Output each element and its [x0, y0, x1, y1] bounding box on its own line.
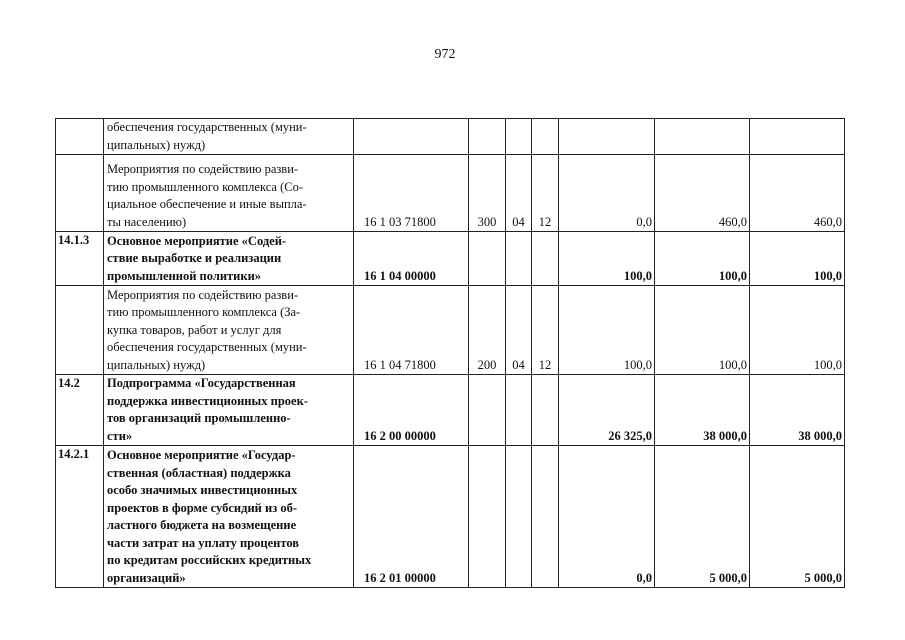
section-code-cell [506, 119, 532, 155]
item-name-line: Мероприятия по содействию разви- [107, 162, 299, 176]
item-number-cell [56, 119, 104, 155]
page-number: 972 [434, 47, 456, 62]
item-name-line: части затрат на уплату процентов [107, 535, 300, 550]
table-row [56, 375, 845, 446]
table-row [56, 446, 845, 588]
table-row [56, 155, 845, 232]
table-row [56, 119, 845, 155]
amount-year-3-cell: 38 000,0 [750, 375, 845, 446]
amount-year-2-cell: 100,0 [655, 286, 750, 375]
amount-year-2-cell: 460,0 [655, 155, 750, 232]
expense-type-cell [469, 446, 506, 588]
item-name-line: циальное обеспечение и иные выпла- [107, 197, 307, 211]
item-name-line: обеспечения государственных (муни- [107, 120, 307, 134]
amount-year-1-cell: 100,0 [559, 286, 655, 375]
amount-year-2-cell: 100,0 [655, 232, 750, 286]
target-article-code-cell: 16 2 00 00000 [354, 375, 469, 446]
subsection-code-cell [532, 375, 559, 446]
item-name-line: ствие выработке и реализации [107, 251, 282, 265]
item-name-line: Подпрограмма «Государственная [107, 376, 296, 390]
amount-year-3-cell: 460,0 [750, 155, 845, 232]
amount-year-2-cell: 38 000,0 [655, 375, 750, 446]
amount-year-1-cell: 26 325,0 [559, 375, 655, 446]
item-name-cell [104, 286, 354, 375]
target-article-code-cell: 16 1 04 00000 [354, 232, 469, 286]
section-code-cell: 04 [506, 286, 532, 375]
item-name-line: тов организаций промышленно- [107, 411, 291, 425]
subsection-code-cell: 12 [532, 155, 559, 232]
item-name-line: Основное мероприятие «Государ- [107, 448, 296, 462]
amount-year-1-cell: 0,0 [559, 446, 655, 588]
item-name-line: по кредитам российских кредитных [107, 553, 312, 567]
amount-year-3-cell [750, 119, 845, 155]
item-name-cell [104, 446, 354, 588]
target-article-code-cell [354, 119, 469, 155]
item-number-cell: 14.1.3 [56, 232, 104, 286]
item-number-cell: 14.2.1 [56, 446, 104, 588]
amount-year-3-cell: 100,0 [750, 286, 845, 375]
amount-year-2-cell: 5 000,0 [655, 446, 750, 588]
subsection-code-cell [532, 446, 559, 588]
target-article-code-cell: 16 2 01 00000 [354, 446, 469, 588]
expense-type-cell [469, 232, 506, 286]
item-name-line: ластного бюджета на возмещение [107, 518, 297, 532]
item-name-cell [104, 232, 354, 286]
subsection-code-cell [532, 232, 559, 286]
target-article-code-cell: 16 1 04 71800 [354, 286, 469, 375]
item-name-line: Мероприятия по содействию разви- [107, 287, 299, 302]
table-row [56, 286, 845, 375]
budget-table [55, 118, 845, 588]
expense-type-cell: 200 [469, 286, 506, 375]
amount-year-1-cell [559, 119, 655, 155]
expense-type-cell: 300 [469, 155, 506, 232]
amount-year-1-cell: 100,0 [559, 232, 655, 286]
item-name-line: ципальных) нужд) [107, 357, 206, 372]
item-name-line: поддержка инвестиционных проек- [107, 393, 308, 408]
item-name-line: ты населению) [107, 214, 187, 229]
item-name-line: ципальных) нужд) [107, 137, 206, 152]
expense-type-cell [469, 375, 506, 446]
item-name-cell [104, 375, 354, 446]
item-number-cell [56, 286, 104, 375]
item-number-cell: 14.2 [56, 375, 104, 446]
item-name-line: купка товаров, работ и услуг для [107, 322, 282, 337]
item-name-line: обеспечения государственных (муни- [107, 340, 307, 354]
amount-year-3-cell: 100,0 [750, 232, 845, 286]
section-code-cell [506, 232, 532, 286]
table-row [56, 232, 845, 286]
target-article-code-cell: 16 1 03 71800 [354, 155, 469, 232]
item-name-line: промышленной политики» [107, 268, 262, 283]
item-name-line: тию промышленного комплекса (За- [107, 305, 301, 319]
item-name-line: особо значимых инвестиционных [107, 483, 298, 497]
section-code-cell [506, 446, 532, 588]
amount-year-1-cell: 0,0 [559, 155, 655, 232]
section-code-cell [506, 375, 532, 446]
item-name-line: ственная (областная) поддержка [107, 465, 291, 480]
subsection-code-cell [532, 119, 559, 155]
section-code-cell: 04 [506, 155, 532, 232]
expense-type-cell [469, 119, 506, 155]
amount-year-3-cell: 5 000,0 [750, 446, 845, 588]
item-name-line: организаций» [107, 570, 186, 585]
item-name-line: Основное мероприятие «Содей- [107, 233, 287, 248]
item-name-cell [104, 155, 354, 232]
table-body [56, 119, 845, 588]
item-name-cell [104, 119, 354, 155]
subsection-code-cell: 12 [532, 286, 559, 375]
item-name-line: проектов в форме субсидий из об- [107, 500, 298, 515]
amount-year-2-cell [655, 119, 750, 155]
item-name-line: тию промышленного комплекса (Со- [107, 179, 303, 194]
item-number-cell [56, 155, 104, 232]
item-name-line: сти» [107, 428, 133, 443]
